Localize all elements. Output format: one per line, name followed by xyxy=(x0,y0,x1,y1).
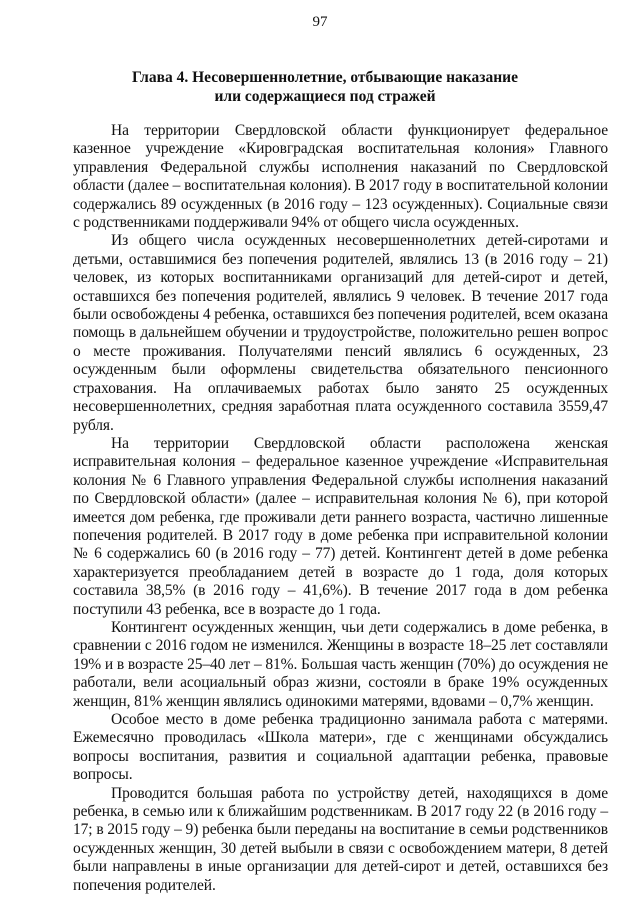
paragraph: На территории Свердловской области расположена женская исправительная колония – федеральное казенное учреждение «Исправительная колония № 6 Главного управления Федеральной службы исполнения наказаний по Свердловской области» (далее – исправительная колония № 6), при которой имеется дом ребенка, где проживали дети раннего возраста, частично лишенные попечения родителей. В 2017 году в доме ребенка при исправительной колонии № 6 содержались 60 (в 2016 году – 77) детей. Контингент детей в доме ребенка характеризуется преобладанием детей в возрасте до 1 года, доля которых составила 38,5% (в 2016 году – 41,6%). В течение 2017 года в дом ребенка поступили 43 ребенка, все в возрасте до 1 года. xyxy=(73,434,608,618)
chapter-title-line-2: или содержащиеся под стражей xyxy=(214,88,436,105)
paragraph: Проводится большая работа по устройству детей, находящихся в доме ребенка, в семью или к ближайшим родственникам. В 2017 году 22 (в 2016 году – 17; в 2015 году – 9) ребенка были переданы на воспитание в семьи родственников осужденных женщин, 30 детей выбыли в связи с освобождением матери, 8 детей были направлены в иные организации для детей-сирот и детей, оставшихся без попечения родителей. xyxy=(73,784,608,894)
paragraph: На территории Свердловской области функционирует федеральное казенное учреждение «Кировградская воспитательная колония» Главного управления Федеральной службы исполнения наказаний по Свердловской области (далее – воспитательная колония). В 2017 году в воспитательной колонии содержались 89 осужденных (в 2016 году – 123 осужденных). Социальные связи с родственниками поддерживали 94% от общего числа осужденных. xyxy=(73,122,608,232)
paragraph: Контингент осужденных женщин, чьи дети содержались в доме ребенка, в сравнении с 2016 годом не изменился. Женщины в возрасте 18–25 лет составляли 19% и в возрасте 25–40 лет – 81%. Большая часть женщин (70%) до осуждения не работали, вели асоциальный образ жизни, состояли в браке 19% осужденных женщин, 81% женщин являлись одинокими матерями, вдовами – 0,7% женщин. xyxy=(73,618,608,710)
page-number: 97 xyxy=(312,14,328,30)
chapter-title xyxy=(120,68,530,106)
paragraph: Из общего числа осужденных несовершеннолетних детей-сиротами и детьми, оставшимися без попечения родителей, являлись 13 (в 2016 году – 21) человек, из которых воспитанниками организаций для детей-сирот и детей, оставшихся без попечения родителей, являлись 9 человек. В течение 2017 года были освобождены 4 ребенка, оставшихся без попечения родителей, всем оказана помощь в дальнейшем обучении и трудоустройстве, положительно решен вопрос о месте проживания. Получателями пенсий являлись 6 осужденных, 23 осужденным были оформлены свидетельства обязательного пенсионного страхования. На оплачиваемых работах было занято 25 осужденных несовершеннолетних, средняя заработная плата осужденного составила 3559,47 рубля. xyxy=(73,232,608,434)
document-body xyxy=(73,122,608,895)
chapter-title-line-1: Глава 4. Несовершеннолетние, отбывающие наказание xyxy=(132,69,518,86)
paragraph: Особое место в доме ребенка традиционно занимала работа с матерями. Ежемесячно проводилась «Школа матери», где с женщинами обсуждались вопросы воспитания, развития и социальной адаптации ребенка, правовые вопросы. xyxy=(73,711,608,784)
